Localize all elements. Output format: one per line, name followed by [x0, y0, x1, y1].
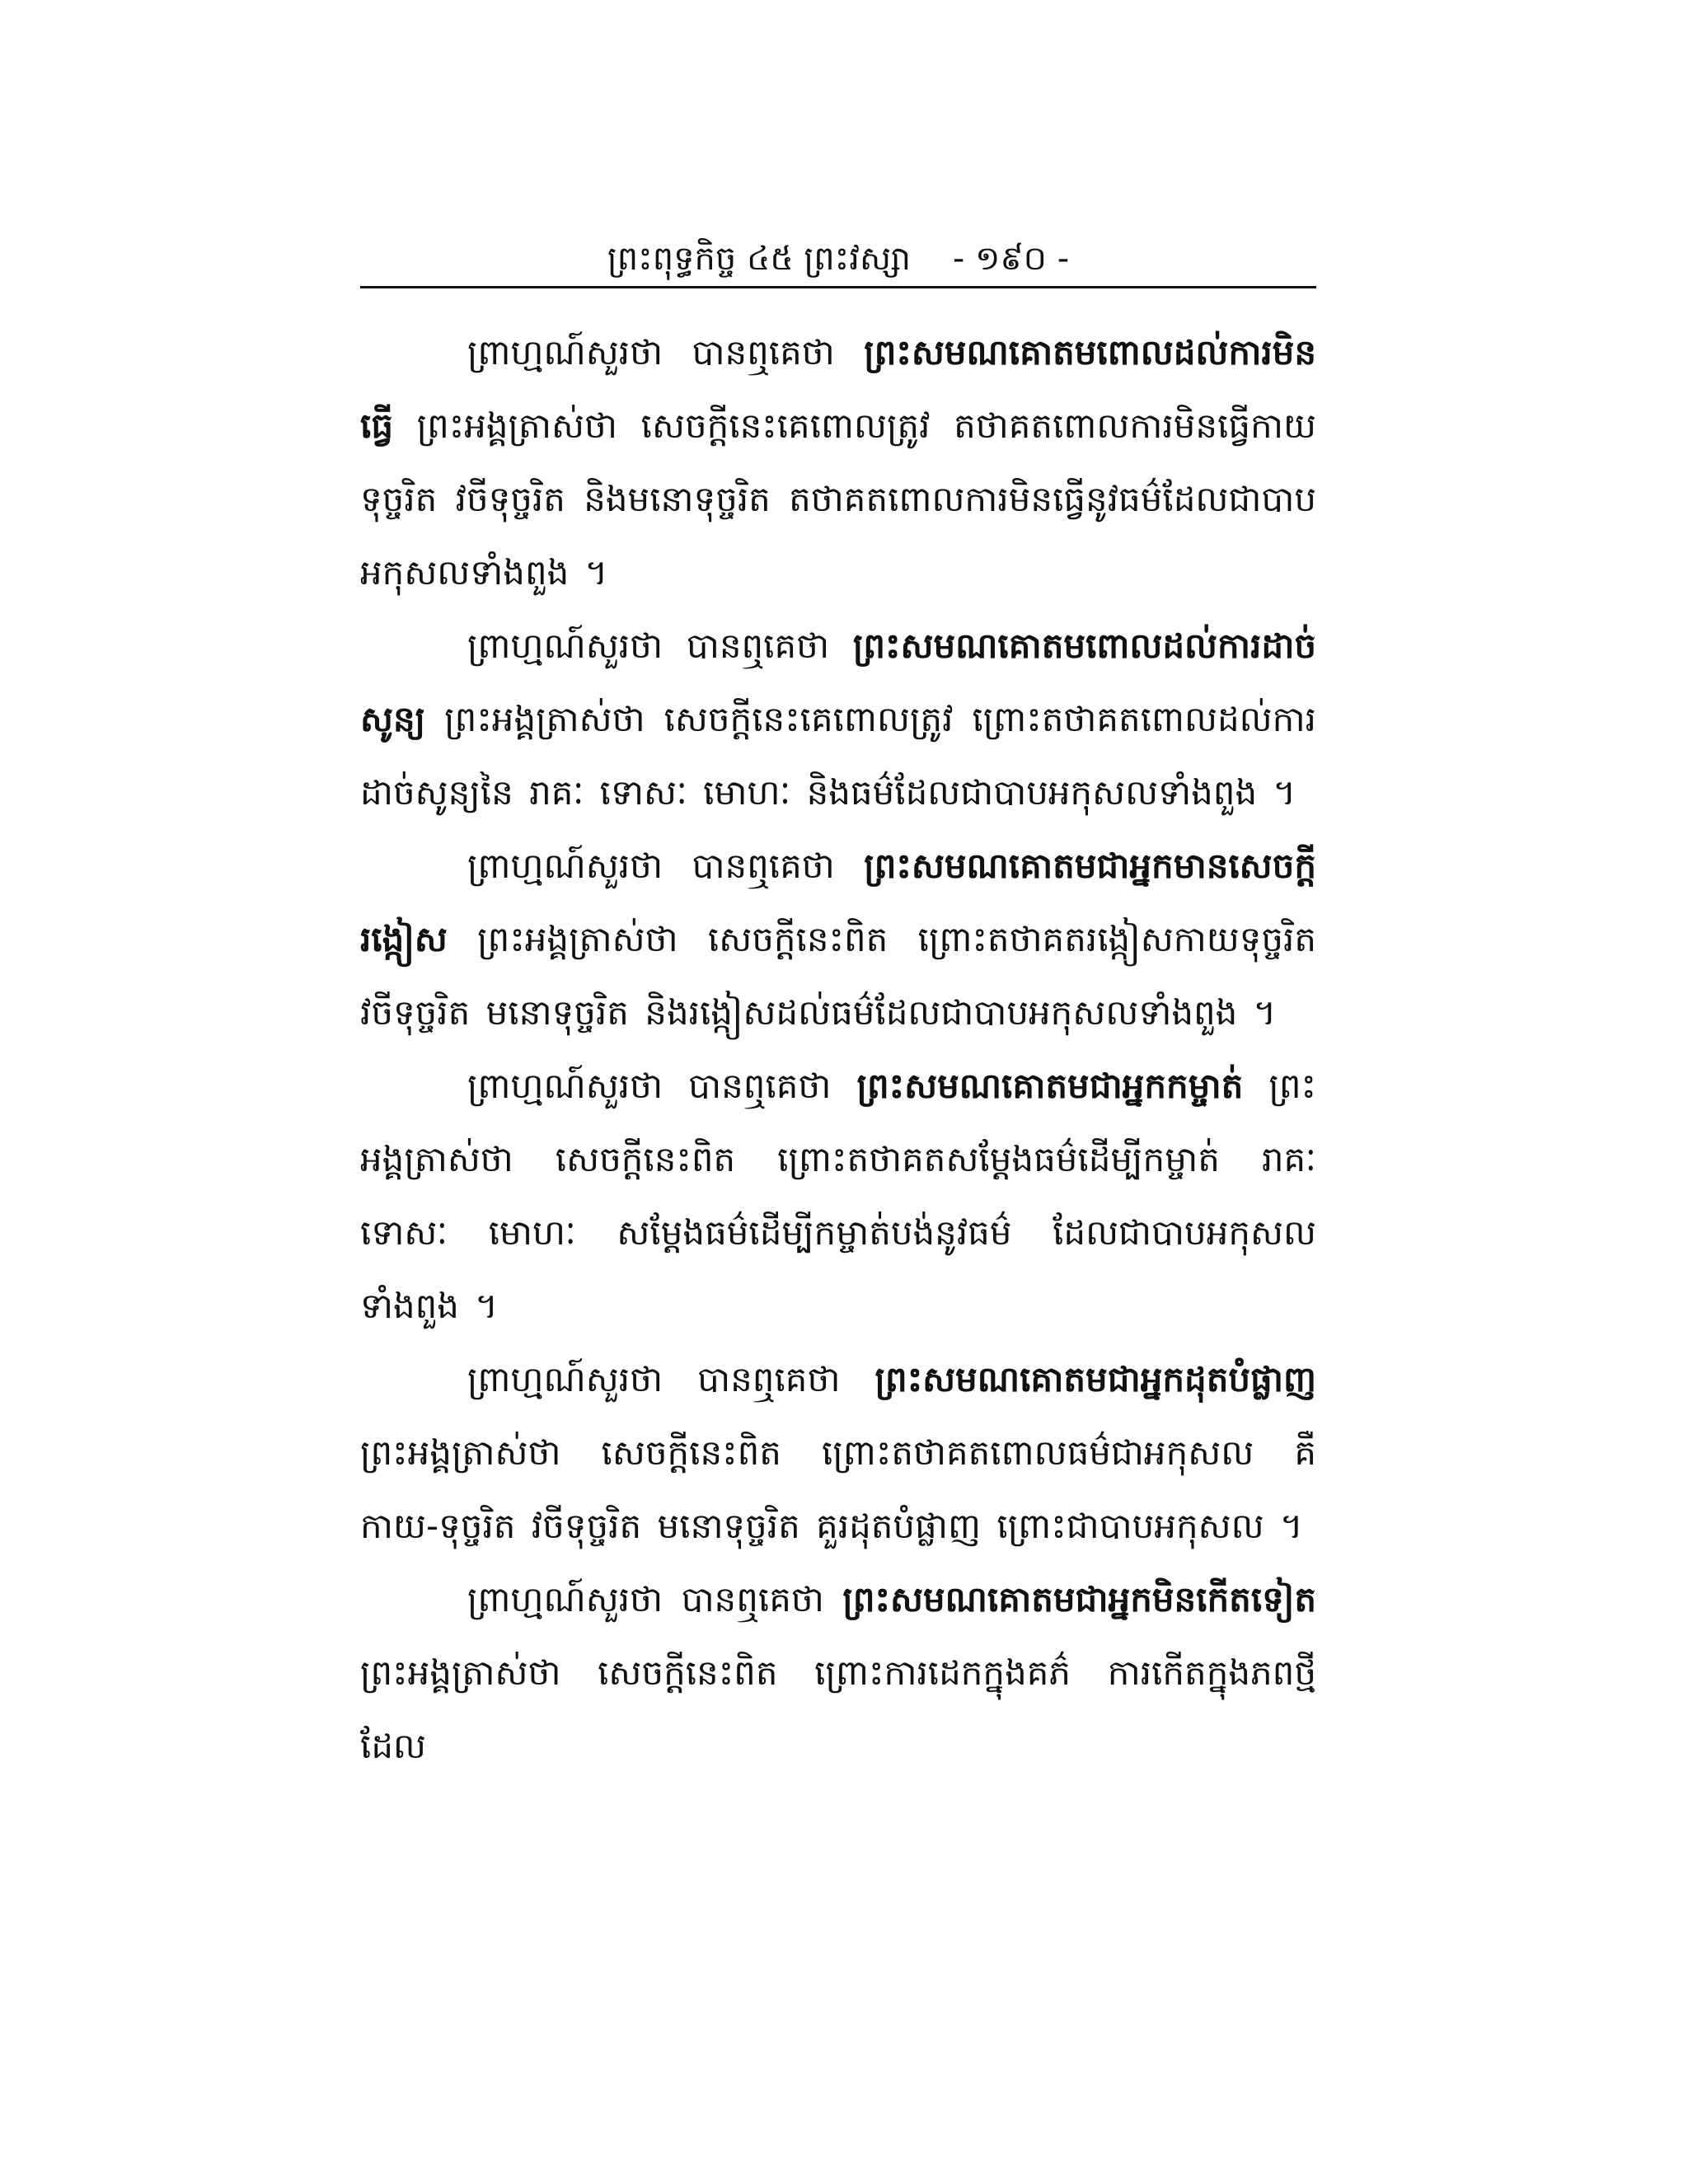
paragraph-4 [360, 1049, 1316, 1343]
paragraph-emphasis: ព្រះសមណគោតមពោលដល់ការដាច់សូន្យ [360, 626, 1316, 739]
paragraph-6 [360, 1563, 1316, 1783]
paragraph-intro: ព្រាហ្មណ៍សួរថា បានឮគេថា [467, 846, 865, 886]
paragraph-intro: ព្រាហ្មណ៍សួរថា បានឮគេថា [467, 332, 865, 373]
paragraph-rest: ព្រះអង្គត្រាស់ថា សេចក្តីនេះពិត ព្រោះតថាគតសម្តែងធម៌ដើម្បីកម្ចាត់ រាគៈ ទោសៈ មោហៈ សម្តែងធម៌ដើម្បីកម្ចាត់បង់នូវធម៌ ដែលជាបាបអកុសលទាំងពួង ។ [360, 1066, 1317, 1326]
paragraph-rest: ព្រះអង្គត្រាស់ថា សេចក្តីនេះគេពោលត្រូវ ព្រោះតថាគតពោលដល់ការដាច់សូន្យនៃ រាគៈ ទោសៈ មោហៈ និងធម៌ដែលជាបាបអកុសលទាំងពួង ។ [360, 699, 1316, 813]
paragraph-rest: ព្រះអង្គត្រាស់ថា សេចក្តីនេះពិត ព្រោះតថាគតពោលធម៌ជាអកុសល គឺកាយ-ទុច្ចរិត វចីទុច្ចរិត មនោទុច្ចរិត គួរដុតបំផ្លាញ ព្រោះជាបាបអកុសល ។ [360, 1432, 1316, 1546]
paragraph-5 [360, 1343, 1316, 1563]
paragraph-emphasis: ព្រះសមណគោតមជាអ្នកកម្ចាត់ [856, 1066, 1244, 1106]
paragraph-2 [360, 609, 1316, 829]
paragraph-intro: ព្រាហ្មណ៍សួរថា បានឮគេថា [467, 626, 853, 666]
paragraph-intro: ព្រាហ្មណ៍សួរថា បានឮគេថា [467, 1579, 843, 1619]
paragraph-3 [360, 829, 1316, 1049]
paragraph-intro: ព្រាហ្មណ៍សួរថា បានឮគេថា [467, 1359, 875, 1399]
running-header [360, 236, 1316, 282]
body-text [360, 316, 1316, 1783]
paragraph-intro: ព្រាហ្មណ៍សួរថា បានឮគេថា [467, 1066, 857, 1106]
page-number: - ១៩០ - [952, 240, 1070, 278]
paragraph-emphasis: ព្រះសមណគោតមជាអ្នកមានសេចក្តីរង្កៀស [360, 846, 1316, 959]
header-title: ព្រះពុទ្ធកិច្ច ៤៥ ព្រះវស្សា [607, 240, 912, 278]
paragraph-1 [360, 316, 1316, 609]
paragraph-rest: ព្រះអង្គត្រាស់ថា សេចក្តីនេះគេពោលត្រូវ តថាគតពោលការមិនធ្វើកាយទុច្ចរិត វចីទុច្ចរិត និងមនោទុច្ចរិត តថាគតពោលការមិនធ្វើនូវធម៌ដែលជាបាបអកុសលទាំងពួង ។ [360, 405, 1316, 593]
paragraph-emphasis: ព្រះសមណគោតមពោលដល់ការមិនធ្វើ [360, 332, 1316, 446]
paragraph-rest: ព្រះអង្គត្រាស់ថា សេចក្តីនេះពិត ព្រោះការដេកក្នុងគភ៌ ការកើតក្នុងភពថ្មី ដែល [360, 1652, 1316, 1766]
header-rule [360, 286, 1316, 288]
paragraph-rest: ព្រះអង្គត្រាស់ថា សេចក្តីនេះពិត ព្រោះតថាគតរង្កៀសកាយទុច្ចរិត វចីទុច្ចរិត មនោទុច្ចរិត និងរង្កៀសដល់ធម៌ដែលជាបាបអកុសលទាំងពួង ។ [360, 919, 1316, 1033]
paragraph-emphasis: ព្រះសមណគោតមជាអ្នកដុតបំផ្លាញ [874, 1359, 1316, 1399]
paragraph-emphasis: ព្រះសមណគោតមជាអ្នកមិនកើតទៀត [842, 1579, 1316, 1619]
